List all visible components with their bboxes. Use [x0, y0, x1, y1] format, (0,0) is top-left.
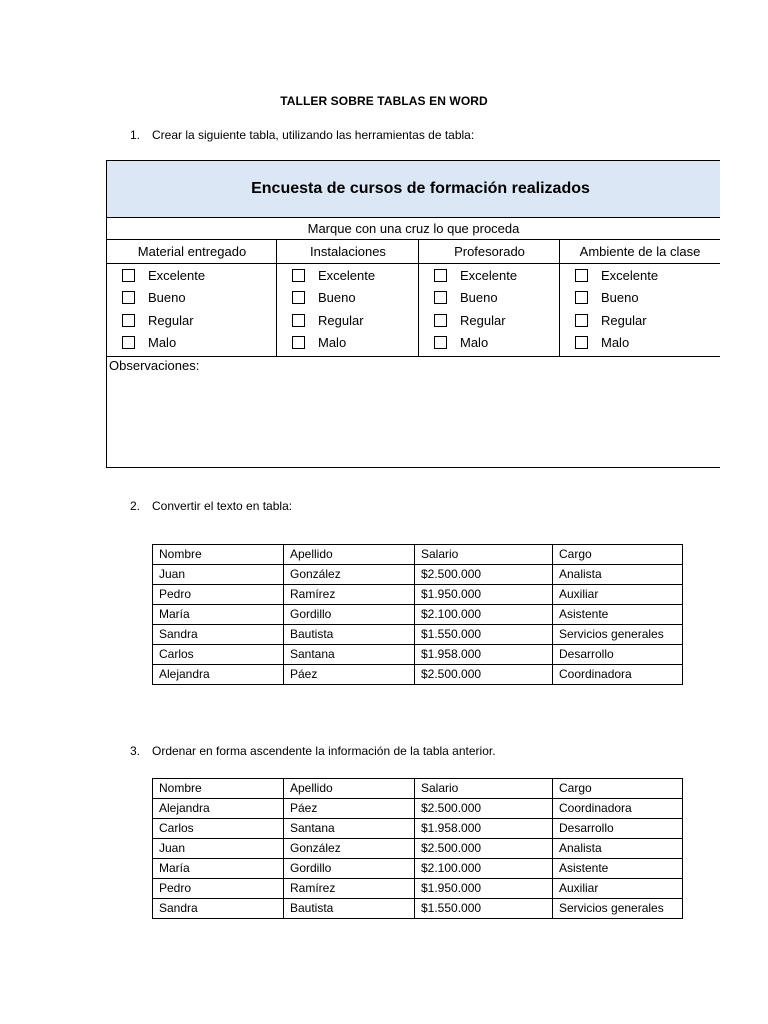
- header-cell: Cargo: [553, 545, 683, 565]
- checkbox[interactable]: [122, 314, 135, 327]
- checkbox[interactable]: [434, 291, 447, 304]
- table-cell: $1.550.000: [415, 899, 553, 919]
- table-cell: Servicios generales: [553, 625, 683, 645]
- table-cell: $1.950.000: [415, 585, 553, 605]
- checkbox[interactable]: [575, 291, 588, 304]
- survey-column-header: Profesorado: [419, 240, 560, 264]
- instruction-3: [130, 744, 496, 758]
- option-bueno[interactable]: [560, 287, 720, 310]
- checkbox[interactable]: [434, 269, 447, 282]
- table-row: [153, 839, 683, 859]
- table-row: [153, 605, 683, 625]
- option-label: Excelente: [318, 267, 376, 283]
- survey-column-material: [107, 240, 277, 357]
- option-label: Bueno: [460, 290, 498, 306]
- option-label: Malo: [601, 335, 630, 351]
- table-header-row: [153, 545, 683, 565]
- column-divider: [418, 240, 419, 357]
- option-label: Excelente: [601, 267, 659, 283]
- table-cell: Pedro: [153, 879, 284, 899]
- survey-column-header: Material entregado: [107, 240, 277, 264]
- sorted-employee-table: [152, 778, 683, 919]
- option-bueno[interactable]: [107, 287, 277, 310]
- table-cell: $2.500.000: [415, 565, 553, 585]
- table-cell: $1.950.000: [415, 879, 553, 899]
- checkbox[interactable]: [292, 336, 305, 349]
- header-cell: Cargo: [553, 779, 683, 799]
- table-cell: Bautista: [284, 899, 415, 919]
- header-cell: Apellido: [284, 545, 415, 565]
- option-label: Malo: [460, 335, 489, 351]
- instruction-text: Convertir el texto en tabla:: [152, 499, 293, 513]
- table-cell: Gordillo: [284, 859, 415, 879]
- document-title: TALLER SOBRE TABLAS EN WORD: [280, 94, 488, 108]
- table-cell: Santana: [284, 645, 415, 665]
- table-cell: $2.100.000: [415, 605, 553, 625]
- option-excelente[interactable]: [560, 264, 720, 287]
- table-cell: Coordinadora: [553, 799, 683, 819]
- table-header-row: [153, 779, 683, 799]
- option-label: Regular: [460, 312, 506, 328]
- survey-column-header: Instalaciones: [277, 240, 419, 264]
- option-excelente[interactable]: [107, 264, 277, 287]
- option-malo[interactable]: [560, 332, 720, 355]
- survey-column-instalaciones: [277, 240, 419, 357]
- option-label: Malo: [318, 335, 347, 351]
- table-row: [153, 645, 683, 665]
- table-cell: Gordillo: [284, 605, 415, 625]
- instruction-number: 2.: [130, 499, 141, 513]
- table-cell: Páez: [284, 799, 415, 819]
- header-cell: Nombre: [153, 545, 284, 565]
- table-row: [153, 819, 683, 839]
- checkbox[interactable]: [122, 291, 135, 304]
- table-cell: Auxiliar: [553, 585, 683, 605]
- option-label: Regular: [601, 312, 647, 328]
- survey-title: Encuesta de cursos de formación realizados: [107, 161, 720, 218]
- survey-column-ambiente: [560, 240, 720, 357]
- table-cell: Asistente: [553, 605, 683, 625]
- option-label: Bueno: [148, 290, 186, 306]
- survey-column-profesorado: [419, 240, 560, 357]
- instruction-number: 3.: [130, 744, 141, 758]
- option-malo[interactable]: [277, 332, 419, 355]
- table-cell: Asistente: [553, 859, 683, 879]
- employee-table: [152, 544, 683, 685]
- checkbox[interactable]: [575, 314, 588, 327]
- option-label: Bueno: [601, 290, 639, 306]
- table-cell: Servicios generales: [553, 899, 683, 919]
- table-cell: $1.958.000: [415, 645, 553, 665]
- table-row: [153, 879, 683, 899]
- option-label: Excelente: [148, 267, 206, 283]
- option-bueno[interactable]: [277, 287, 419, 310]
- table-cell: Juan: [153, 839, 284, 859]
- table-cell: María: [153, 859, 284, 879]
- row-divider: [107, 356, 720, 357]
- header-cell: Nombre: [153, 779, 284, 799]
- table-cell: Coordinadora: [553, 665, 683, 685]
- table-cell: González: [284, 839, 415, 859]
- table-row: [153, 899, 683, 919]
- table-cell: Pedro: [153, 585, 284, 605]
- table-row: [153, 859, 683, 879]
- table-row: [153, 565, 683, 585]
- table-cell: Bautista: [284, 625, 415, 645]
- option-label: Excelente: [460, 267, 518, 283]
- table-cell: $2.500.000: [415, 799, 553, 819]
- observations-label: Observaciones:: [109, 358, 200, 373]
- option-label: Regular: [318, 312, 364, 328]
- table-row: [153, 625, 683, 645]
- instruction-2: [130, 499, 292, 513]
- option-regular[interactable]: [560, 309, 720, 332]
- checkbox[interactable]: [292, 291, 305, 304]
- checkbox[interactable]: [122, 269, 135, 282]
- table-cell: Alejandra: [153, 799, 284, 819]
- table-cell: Desarrollo: [553, 645, 683, 665]
- header-cell: Salario: [415, 779, 553, 799]
- table-cell: Alejandra: [153, 665, 284, 685]
- checkbox[interactable]: [434, 314, 447, 327]
- option-regular[interactable]: [277, 309, 419, 332]
- checkbox[interactable]: [575, 336, 588, 349]
- option-bueno[interactable]: [419, 287, 560, 310]
- option-label: Regular: [148, 312, 194, 328]
- table-cell: Ramírez: [284, 585, 415, 605]
- option-regular[interactable]: [107, 309, 277, 332]
- checkbox[interactable]: [575, 269, 588, 282]
- checkbox[interactable]: [434, 336, 447, 349]
- table-cell: María: [153, 605, 284, 625]
- option-excelente[interactable]: [419, 264, 560, 287]
- option-malo[interactable]: [107, 332, 277, 355]
- table-cell: Ramírez: [284, 879, 415, 899]
- checkbox[interactable]: [292, 269, 305, 282]
- survey-form: [106, 160, 720, 468]
- table-cell: $2.100.000: [415, 859, 553, 879]
- table-cell: Santana: [284, 819, 415, 839]
- table-cell: Sandra: [153, 899, 284, 919]
- checkbox[interactable]: [122, 336, 135, 349]
- table-cell: González: [284, 565, 415, 585]
- table-cell: Carlos: [153, 819, 284, 839]
- table-row: [153, 585, 683, 605]
- option-malo[interactable]: [419, 332, 560, 355]
- column-divider: [276, 240, 277, 357]
- table-cell: Juan: [153, 565, 284, 585]
- instruction-number: 1.: [130, 128, 141, 142]
- table-cell: $2.500.000: [415, 665, 553, 685]
- survey-subtitle: Marque con una cruz lo que proceda: [107, 218, 720, 240]
- table-row: [153, 665, 683, 685]
- instruction-text: Crear la siguiente tabla, utilizando las herramientas de tabla:: [152, 128, 475, 142]
- column-divider: [559, 240, 560, 357]
- table-cell: Carlos: [153, 645, 284, 665]
- checkbox[interactable]: [292, 314, 305, 327]
- option-excelente[interactable]: [277, 264, 419, 287]
- option-label: Malo: [148, 335, 177, 351]
- table-cell: Analista: [553, 839, 683, 859]
- option-regular[interactable]: [419, 309, 560, 332]
- table-cell: $1.550.000: [415, 625, 553, 645]
- table-cell: $2.500.000: [415, 839, 553, 859]
- survey-column-header: Ambiente de la clase: [560, 240, 720, 264]
- table-row: [153, 799, 683, 819]
- instruction-1: [130, 128, 474, 142]
- table-cell: Analista: [553, 565, 683, 585]
- table-cell: $1.958.000: [415, 819, 553, 839]
- table-cell: Desarrollo: [553, 819, 683, 839]
- table-cell: Páez: [284, 665, 415, 685]
- instruction-text: Ordenar en forma ascendente la información de la tabla anterior.: [152, 744, 496, 758]
- table-cell: Sandra: [153, 625, 284, 645]
- header-cell: Salario: [415, 545, 553, 565]
- option-label: Bueno: [318, 290, 356, 306]
- table-cell: Auxiliar: [553, 879, 683, 899]
- header-cell: Apellido: [284, 779, 415, 799]
